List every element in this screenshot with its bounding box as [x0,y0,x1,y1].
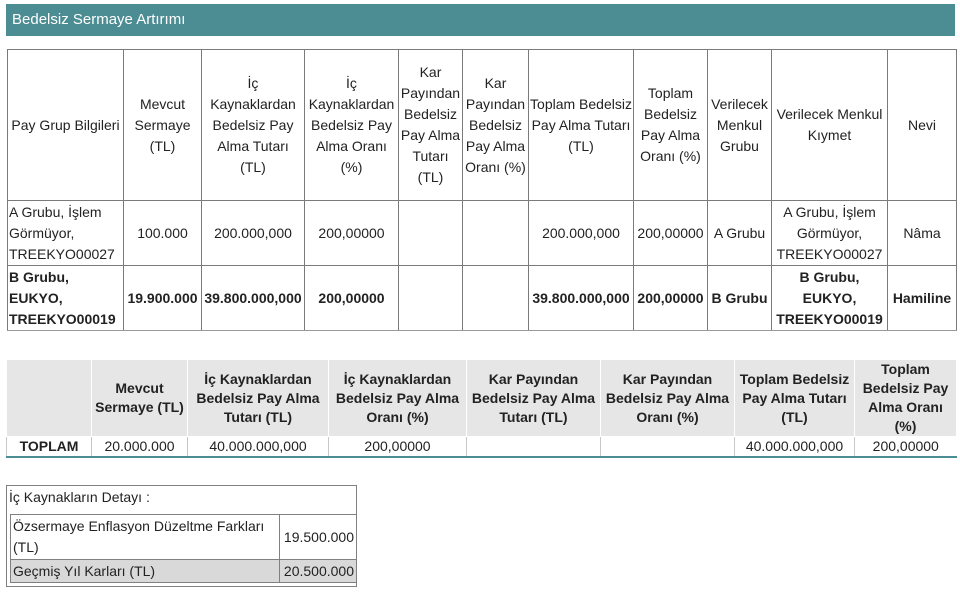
table-cell: 40.000.000,000 [735,437,855,458]
column-header: Kar Payından Bedelsiz Pay Alma Oranı (%) [601,360,735,437]
table-cell: A Grubu [708,201,772,266]
total-table [6,359,957,458]
detail-label: Özsermaye Enflasyon Düzeltme Farkları (TL) [11,515,280,560]
column-header: Kar Payından Bedelsiz Pay Alma Tutarı (TL) [399,50,463,201]
table-cell: Hamiline [888,266,957,331]
table-cell: 200,00000 [634,201,708,266]
column-header: Toplam Bedelsiz Pay Alma Tutarı (TL) [735,360,855,437]
table-cell: 39.800.000,000 [529,266,634,331]
table-cell [463,266,529,331]
table-cell: 200,00000 [305,201,399,266]
detail-row [11,560,357,583]
section-title-bar [6,4,955,36]
total-header-row [7,360,957,437]
detail-title: İç Kaynakların Detayı : [9,489,150,505]
column-header: Mevcut Sermaye (TL) [124,50,202,201]
column-header: Toplam Bedelsiz Pay Alma Oranı (%) [634,50,708,201]
column-header [7,360,92,437]
table-cell: 200,00000 [305,266,399,331]
column-header: Verilecek Menkul Grubu [708,50,772,201]
table-row [8,201,957,266]
table-cell: 200,00000 [855,437,957,458]
total-row [7,437,957,458]
table-cell [467,437,601,458]
detail-row [11,515,357,560]
table-cell: B Grubu [708,266,772,331]
table-cell [399,201,463,266]
table-cell: 19.900.000 [124,266,202,331]
table-row [8,266,957,331]
column-header: İç Kaynaklardan Bedelsiz Pay Alma Tutarı (TL) [188,360,329,437]
table-cell: 20.000.000 [92,437,188,458]
column-header: Pay Grup Bilgileri [8,50,124,201]
column-header: Mevcut Sermaye (TL) [92,360,188,437]
total-label: TOPLAM [7,437,92,458]
table-cell: 100.000 [124,201,202,266]
table-cell: 200.000,000 [202,201,305,266]
table-cell [463,201,529,266]
column-header: İç Kaynaklardan Bedelsiz Pay Alma Oranı (%) [305,50,399,201]
table-cell [601,437,735,458]
column-header: İç Kaynaklardan Bedelsiz Pay Alma Tutarı (TL) [202,50,305,201]
detail-label: Geçmiş Yıl Karları (TL) [11,560,280,583]
table-cell: 200,00000 [634,266,708,331]
column-header: Toplam Bedelsiz Pay Alma Oranı (%) [855,360,957,437]
column-header: İç Kaynaklardan Bedelsiz Pay Alma Oranı (%) [329,360,467,437]
table-cell: A Grubu, İşlem Görmüyor, TREEKYO00027 [8,201,124,266]
section-title: Bedelsiz Sermaye Artırımı [12,11,186,28]
capital-increase-table [7,49,957,331]
table-cell: B Grubu, EUKYO, TREEKYO00019 [772,266,888,331]
detail-value: 19.500.000 [280,515,357,560]
table-cell: 39.800.000,000 [202,266,305,331]
table-cell: Nâma [888,201,957,266]
detail-table [10,514,357,583]
column-header: Toplam Bedelsiz Pay Alma Tutarı (TL) [529,50,634,201]
detail-value: 20.500.000 [280,560,357,583]
column-header: Kar Payından Bedelsiz Pay Alma Oranı (%) [463,50,529,201]
table-header-row [8,50,957,201]
column-header: Nevi [888,50,957,201]
table-cell: A Grubu, İşlem Görmüyor, TREEKYO00027 [772,201,888,266]
column-header: Verilecek Menkul Kıymet [772,50,888,201]
table-cell: 40.000.000,000 [188,437,329,458]
table-cell: 200,00000 [329,437,467,458]
table-cell [399,266,463,331]
column-header: Kar Payından Bedelsiz Pay Alma Tutarı (TL) [467,360,601,437]
table-cell: 200.000,000 [529,201,634,266]
table-cell: B Grubu, EUKYO, TREEKYO00019 [8,266,124,331]
internal-sources-detail-box [6,485,357,587]
